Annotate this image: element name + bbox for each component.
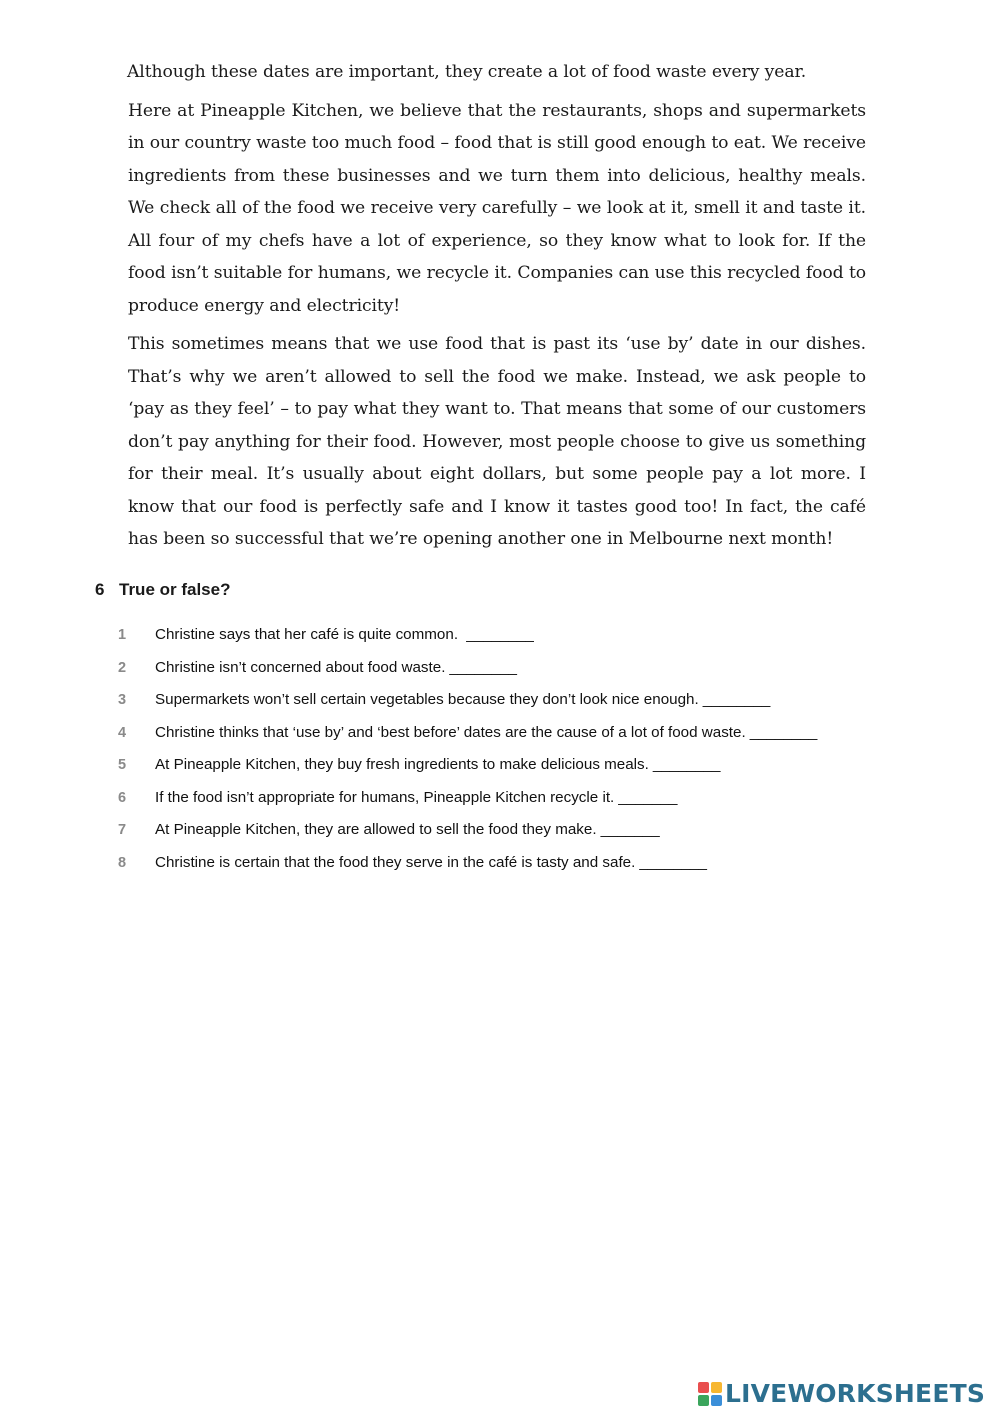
logo-tile: [698, 1395, 709, 1406]
answer-blank[interactable]: ________: [652, 756, 721, 773]
exercise-title: True or false?: [119, 580, 231, 599]
answer-blank[interactable]: _______: [600, 821, 660, 838]
reading-passage: [128, 56, 866, 562]
question-number: 4: [118, 724, 127, 741]
question-text: Christine thinks that ‘use by’ and ‘best before’ dates are the cause of a lot of food waste.: [155, 723, 746, 741]
answer-blank[interactable]: ________: [702, 691, 771, 708]
question-number: 8: [118, 854, 127, 871]
question-list: [118, 622, 878, 882]
logo-tile: [711, 1395, 722, 1406]
question-item: [118, 687, 878, 720]
question-text: At Pineapple Kitchen, they are allowed to sell the food they make.: [155, 821, 597, 838]
answer-blank[interactable]: ________: [749, 723, 818, 741]
answer-blank[interactable]: _______: [618, 788, 678, 806]
question-item: [118, 720, 878, 753]
question-text: If the food isn’t appropriate for humans, Pineapple Kitchen recycle it.: [155, 788, 615, 806]
question-text: Christine isn’t concerned about food waste.: [155, 658, 446, 676]
logo-tile: [711, 1382, 722, 1393]
liveworksheets-brand[interactable]: [698, 1377, 985, 1411]
liveworksheets-logo-icon: [698, 1382, 722, 1406]
answer-blank[interactable]: ________: [466, 626, 534, 643]
answer-blank[interactable]: ________: [639, 853, 707, 871]
exercise-heading: [95, 578, 230, 602]
question-item: [118, 850, 878, 883]
question-item: [118, 752, 878, 785]
question-text: Christine is certain that the food they serve in the café is tasty and safe.: [155, 853, 636, 871]
question-item: [118, 785, 878, 818]
question-text: At Pineapple Kitchen, they buy fresh ingredients to make delicious meals.: [155, 756, 649, 773]
reading-paragraph: This sometimes means that we use food that is past its ‘use by’ date in our dishes. That’s why we aren’t allowed to sell the food we make. Instead, we ask people to ‘pay as they feel’ – to pay what they want to. That means that some of our customers don’t pay anything for their food. However, most people choose to give us something for their meal. It’s usually about eight dollars, but some people pay a lot more. I know that our food is perfectly safe and I know it tastes good too! In fact, the café has been so successful that we’re opening another one in Melbourne next month!: [128, 334, 866, 549]
question-item: [118, 622, 878, 655]
question-number: 5: [118, 757, 127, 773]
liveworksheets-wordmark: LIVEWORKSHEETS: [725, 1379, 986, 1408]
reading-paragraph: Although these dates are important, they create a lot of food waste every year.: [127, 62, 807, 82]
question-item: [118, 817, 878, 850]
question-item: [118, 655, 878, 688]
logo-tile: [698, 1382, 709, 1393]
question-number: 7: [118, 822, 127, 838]
question-text: Supermarkets won’t sell certain vegetables because they don’t look nice enough.: [155, 691, 699, 708]
reading-paragraph: Here at Pineapple Kitchen, we believe that the restaurants, shops and supermarkets in our country waste too much food – food that is still good enough to eat. We receive ingredients from these businesses and we turn them into delicious, healthy meals. We check all of the food we receive very carefully – we look at it, smell it and taste it. All four of my chefs have a lot of experience, so they know what to look for. If the food isn’t suitable for humans, we recycle it. Companies can use this recycled food to produce energy and electricity!: [128, 100, 866, 316]
question-number: 2: [118, 659, 127, 676]
answer-blank[interactable]: ________: [449, 658, 517, 676]
question-number: 1: [118, 627, 127, 643]
question-number: 6: [118, 789, 127, 806]
question-number: 3: [118, 692, 127, 708]
question-text: Christine says that her café is quite common.: [155, 626, 463, 643]
exercise-number: 6: [95, 580, 105, 599]
